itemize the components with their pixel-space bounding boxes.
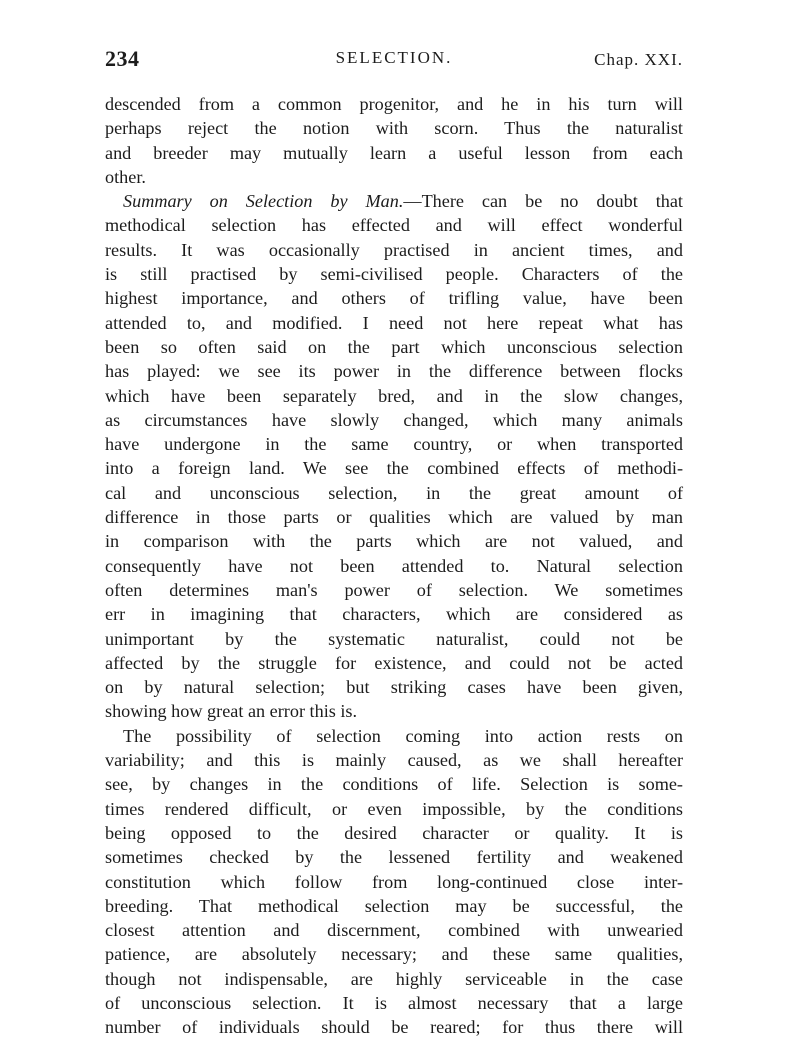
paragraph-continuation	[105, 92, 683, 189]
text-line: The possibility of selection coming into action rests on	[123, 725, 683, 746]
text-line: times rendered difficult, or even impossible, by the conditions	[105, 798, 683, 819]
text-line: though not indispensable, are highly serviceable in the case	[105, 968, 683, 989]
section-heading: Summary on Selection by Man.	[123, 191, 404, 212]
text-line: sometimes checked by the lessened fertility and weakened	[105, 847, 683, 868]
text-line: attended to, and modified. I need not here repeat what has	[105, 312, 683, 333]
text-line: difference in those parts or qualities which are valued by man	[105, 507, 683, 528]
text-line: variability; and this is mainly caused, as we shall hereafter	[105, 750, 683, 771]
text-line: patience, are absolutely necessary; and these same qualities,	[105, 944, 683, 965]
text-line: has played: we see its power in the difference between flocks	[105, 361, 683, 382]
text-line: been so often said on the part which unconscious selection	[105, 336, 683, 357]
text-line: often determines man's power of selection. We sometimes	[105, 579, 683, 600]
text-line: and breeder may mutually learn a useful lesson from each	[105, 142, 683, 163]
chapter-label: Chap. XXI.	[594, 50, 683, 69]
text-line: err in imagining that characters, which are considered as	[105, 604, 683, 625]
text-line: into a foreign land. We see the combined effects of methodi-	[105, 458, 683, 479]
text-line: methodical selection has effected and will effect wonderful	[105, 215, 683, 236]
text-line: cal and unconscious selection, in the great amount of	[105, 482, 683, 503]
text-line: being opposed to the desired character or quality. It is	[105, 822, 683, 843]
text-line: is still practised by semi-civilised people. Characters of the	[105, 264, 683, 285]
running-title: SELECTION.	[335, 48, 453, 67]
text-line: showing how great an error this is.	[105, 701, 358, 722]
body-text	[105, 92, 683, 1040]
text-line: unimportant by the systematic naturalist, could not be	[105, 628, 683, 649]
text-line	[105, 189, 683, 213]
text-line: number of individuals should be reared; for thus there will	[105, 1017, 683, 1038]
text-line: perhaps reject the notion with scorn. Thus the naturalist	[105, 118, 683, 139]
text-line: on by natural selection; but striking cases have been given,	[105, 677, 683, 698]
text-line: descended from a common progenitor, and he in his turn will	[105, 94, 683, 114]
text-line: have undergone in the same country, or when transported	[105, 434, 683, 455]
paragraph-variability	[105, 724, 683, 1040]
text-line: breeding. That methodical selection may be successful, the	[105, 895, 683, 916]
text-line: as circumstances have slowly changed, which many animals	[105, 409, 683, 430]
text-line: affected by the struggle for existence, and could not be acted	[105, 652, 683, 673]
text-line: which have been separately bred, and in the slow changes,	[105, 385, 683, 406]
text-line: other.	[105, 166, 146, 187]
paragraph-summary	[105, 189, 683, 724]
text-line: consequently have not been attended to. Natural selection	[105, 555, 683, 576]
text-line: of unconscious selection. It is almost necessary that a large	[105, 992, 683, 1013]
heading-continuation: —There can be no doubt that	[403, 191, 683, 212]
text-line: highest importance, and others of trifling value, have been	[105, 288, 683, 309]
text-line: closest attention and discernment, combined with unwearied	[105, 920, 683, 941]
page-header	[105, 42, 683, 82]
text-line: results. It was occasionally practised in ancient times, and	[105, 239, 683, 260]
text-line: see, by changes in the conditions of life. Selection is some-	[105, 774, 683, 795]
page-number: 234	[105, 46, 140, 71]
text-line: in comparison with the parts which are not valued, and	[105, 531, 683, 552]
text-line: constitution which follow from long-continued close inter-	[105, 871, 683, 892]
book-page	[105, 42, 683, 1040]
